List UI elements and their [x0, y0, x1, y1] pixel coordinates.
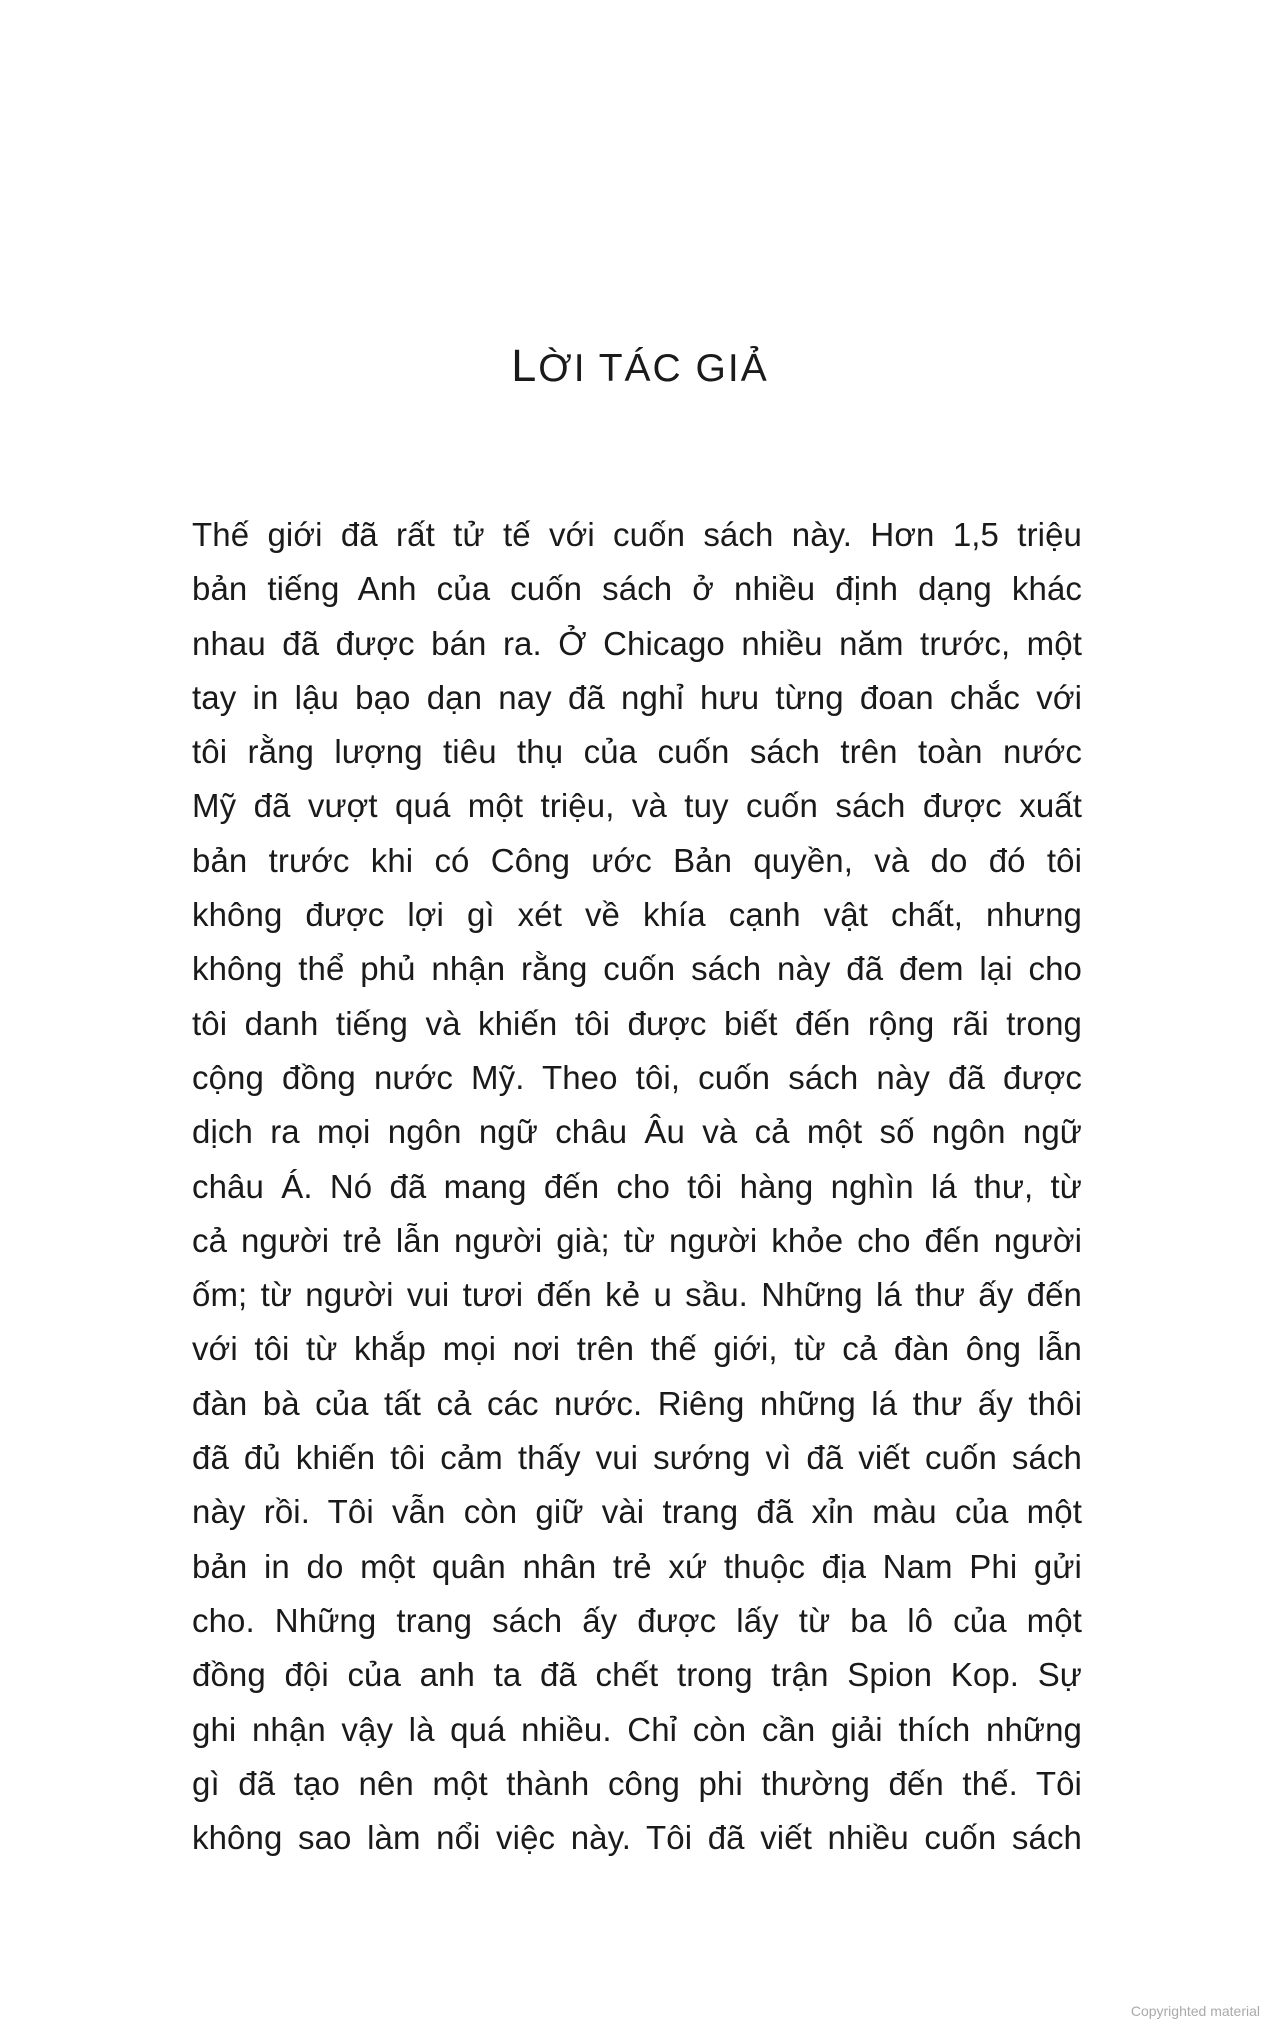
- chapter-title: [0, 340, 1280, 392]
- body-line: đã đủ khiến tôi cảm thấy vui sướng vì đã viết cuốn sách: [192, 1439, 1082, 1477]
- body-line: Mỹ đã vượt quá một triệu, và tuy cuốn sách được xuất: [192, 787, 1082, 825]
- body-line: bản in do một quân nhân trẻ xứ thuộc địa Nam Phi gửi: [192, 1547, 1082, 1585]
- body-line: đồng đội của anh ta đã chết trong trận Spion Kop. Sự: [192, 1656, 1082, 1694]
- body-line: cho. Những trang sách ấy được lấy từ ba lô của một: [192, 1601, 1082, 1639]
- body-line: châu Á. Nó đã mang đến cho tôi hàng nghìn lá thư, từ: [192, 1167, 1082, 1205]
- body-line: ghi nhận vậy là quá nhiều. Chỉ còn cần giải thích những: [192, 1710, 1082, 1748]
- body-line: không thể phủ nhận rằng cuốn sách này đã đem lại cho: [192, 950, 1082, 988]
- chapter-title-initial: L: [511, 340, 539, 391]
- body-line: tay in lậu bạo dạn nay đã nghỉ hưu từng đoan chắc với: [192, 678, 1082, 716]
- body-text: [192, 508, 1082, 1865]
- copyright-notice: Copyrighted material: [1130, 2003, 1260, 2019]
- body-line: cộng đồng nước Mỹ. Theo tôi, cuốn sách này đã được: [192, 1058, 1082, 1096]
- body-line: Thế giới đã rất tử tế với cuốn sách này. Hơn 1,5 triệu: [192, 516, 1082, 553]
- body-line: tôi rằng lượng tiêu thụ của cuốn sách trên toàn nước: [192, 733, 1082, 771]
- body-line: bản trước khi có Công ước Bản quyền, và do đó tôi: [192, 841, 1082, 879]
- body-line: ốm; từ người vui tươi đến kẻ u sầu. Những lá thư ấy đến: [192, 1276, 1082, 1314]
- body-line: đàn bà của tất cả các nước. Riêng những lá thư ấy thôi: [192, 1384, 1082, 1422]
- chapter-title-rest: ỜI TÁC GIẢ: [538, 347, 769, 390]
- body-line: bản tiếng Anh của cuốn sách ở nhiều định dạng khác: [192, 570, 1082, 608]
- body-line: dịch ra mọi ngôn ngữ châu Âu và cả một số ngôn ngữ: [192, 1113, 1082, 1151]
- body-line: với tôi từ khắp mọi nơi trên thế giới, từ cả đàn ông lẫn: [192, 1330, 1082, 1368]
- body-line: tôi danh tiếng và khiến tôi được biết đến rộng rãi trong: [192, 1004, 1082, 1042]
- body-line: không sao làm nổi việc này. Tôi đã viết nhiều cuốn sách: [192, 1819, 1082, 1857]
- body-line: không được lợi gì xét về khía cạnh vật chất, nhưng: [192, 896, 1082, 934]
- body-line: nhau đã được bán ra. Ở Chicago nhiều năm trước, một: [192, 624, 1082, 662]
- body-line: cả người trẻ lẫn người già; từ người khỏe cho đến người: [192, 1221, 1082, 1259]
- body-line: gì đã tạo nên một thành công phi thường đến thế. Tôi: [192, 1764, 1082, 1802]
- body-line: này rồi. Tôi vẫn còn giữ vài trang đã xỉn màu của một: [192, 1493, 1082, 1531]
